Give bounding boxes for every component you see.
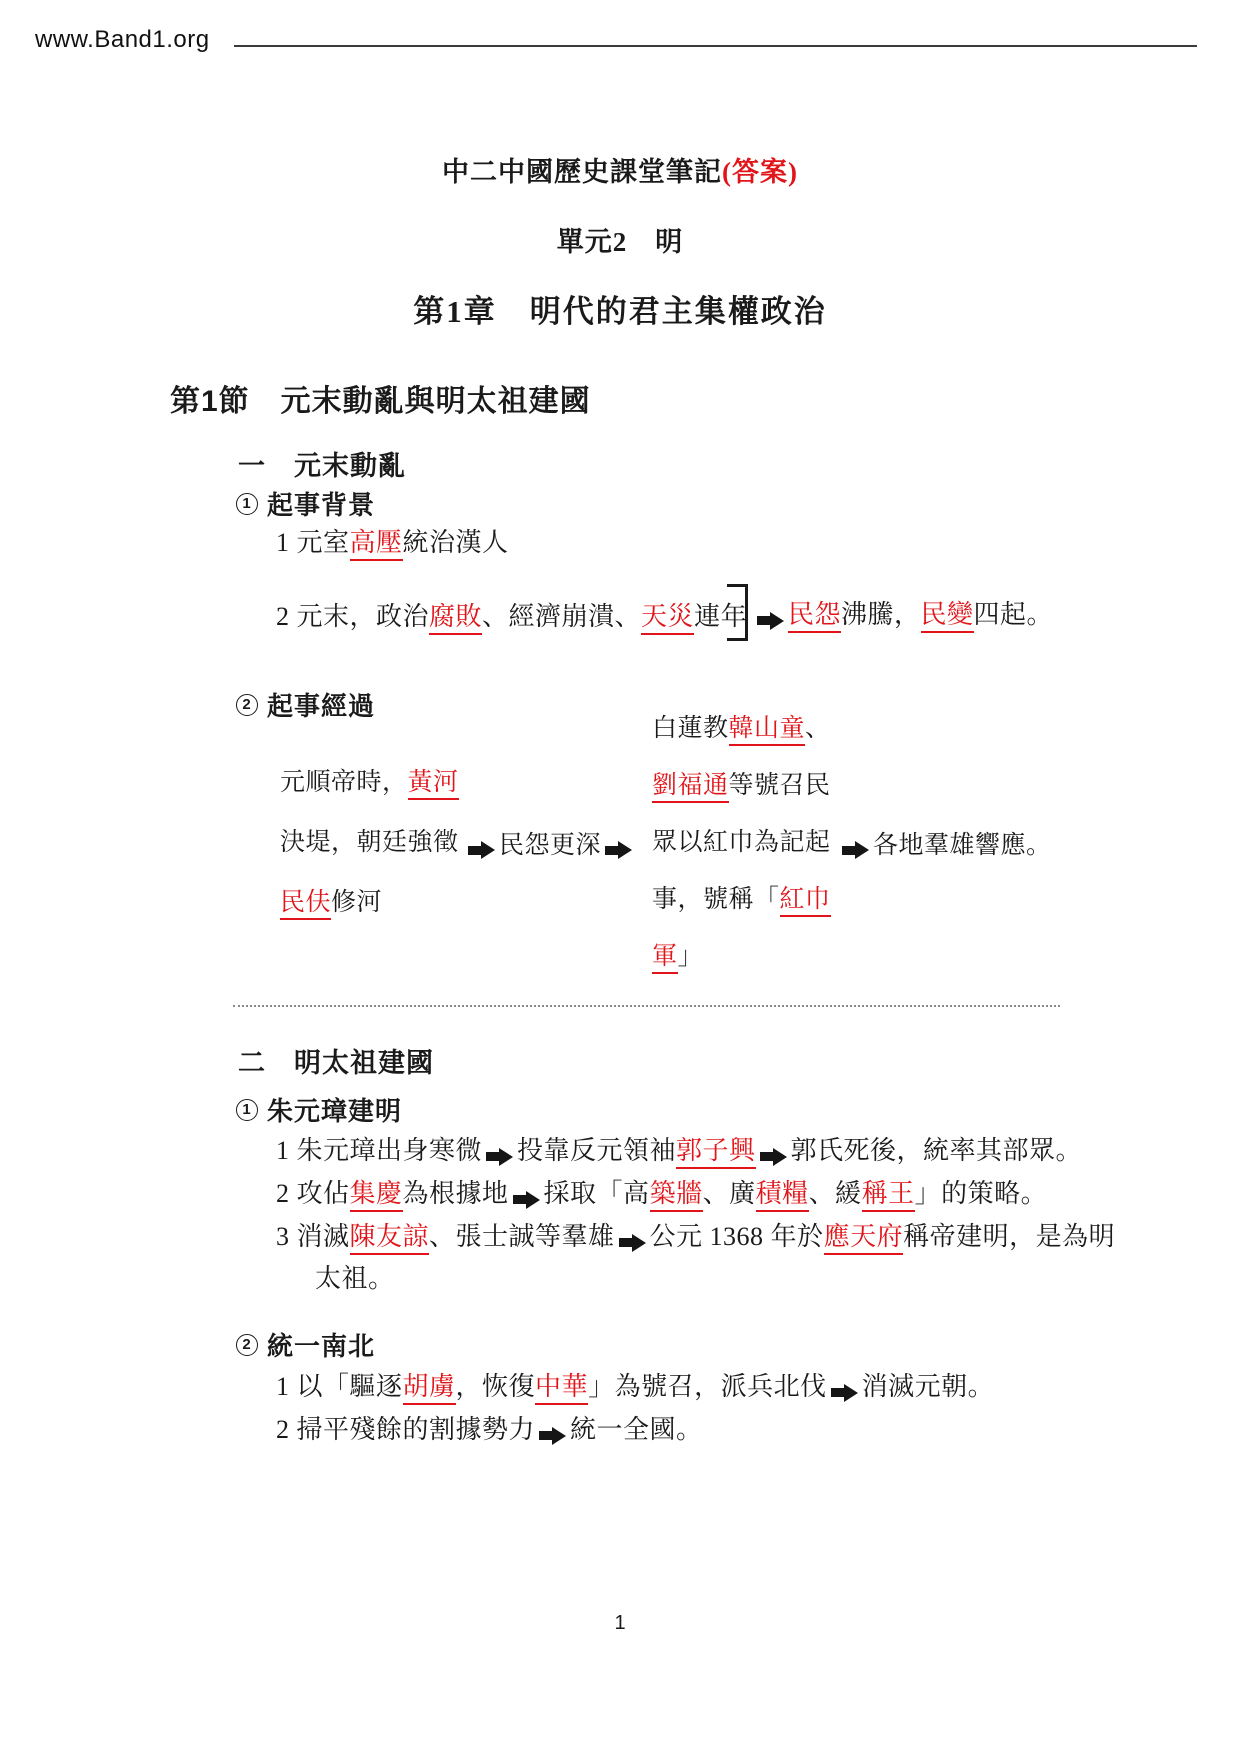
background-item-2: 2 元末，政治腐敗、經濟崩潰、天災連年 [276,596,747,633]
flow-left-line: 元順帝時，黃河 [280,753,464,813]
course-heading-label: 起事經過 [267,691,376,721]
header-rule [234,45,1197,47]
flow-left-line: 民伕修河 [280,873,464,933]
unit-title: 單元2 明 [556,227,684,257]
founding-item-2: 2 攻佔集慶為根據地 採取「高築牆、廣積糧、緩稱王」的策略。 [276,1173,1047,1210]
unify-item-1: 1 以「驅逐胡虜，恢復中華」為號召，派兵北伐 消滅元朝。 [276,1366,994,1403]
unify-item-2: 2 掃平殘餘的割據勢力 統一全國。 [276,1415,703,1444]
page-number: 1 [614,1612,626,1634]
circled-number-icon: 1 [236,1099,258,1121]
arrow-right-icon [468,841,495,859]
flow-right-line: 眾以紅巾為記起 [652,829,831,856]
flow-result-label: 各地羣雄響應。 [838,825,1052,861]
part2-heading: 二 明太祖建國 [238,1048,434,1078]
founding-heading-label: 朱元璋建明 [267,1096,403,1126]
founding-heading [236,1091,402,1128]
arrow-right-icon [619,1234,646,1252]
chapter-title: 第1章 明代的君主集權政治 [413,294,827,329]
main-title: 中二中國歷史課堂筆記(答案) [442,157,798,187]
background-heading-label: 起事背景 [267,490,376,520]
part1-heading: 一 元末動亂 [238,451,406,481]
arrow-right-icon [757,612,784,630]
arrow-right-icon [513,1191,540,1209]
flow-left-box [280,753,464,933]
section-title: 第1節 元末動亂與明太祖建國 [170,385,591,418]
flow-chart [280,700,1052,985]
arrow-right-icon [486,1148,513,1166]
circled-number-icon: 2 [236,694,258,716]
flow-right-line: 事，號稱「紅巾 [652,871,838,928]
flow-right-line: 軍」 [652,928,838,985]
unify-heading-label: 統一南北 [267,1331,376,1361]
unify-heading [236,1326,375,1363]
flow-mid-label: 民怨更深 [464,825,636,861]
flow-right-box [652,700,838,985]
arrow-right-icon [605,841,632,859]
dashed-divider [233,1005,1060,1007]
arrow-right-icon [831,1384,858,1402]
background-item-1: 1 元室高壓統治漢人 [276,522,509,559]
arrow-right-icon [842,841,869,859]
grouping-bracket [727,584,748,641]
founding-item-1: 1 朱元璋出身寒微 投靠反元領袖郭子興 郭氏死後，統率其部眾。 [276,1130,1082,1167]
founding-item-3: 3 消滅陳友諒、張士誠等羣雄 公元 1368 年於應天府稱帝建明，是為明 [276,1216,1115,1253]
flow-left-line: 決堤，朝廷強徵 [280,828,459,856]
founding-item-3-continuation: 太祖。 [315,1264,395,1293]
circled-number-icon: 2 [236,1334,258,1356]
site-url-text: www.Band1.org [35,26,210,53]
arrow-right-icon [760,1148,787,1166]
flow-right-line: 白蓮教韓山童、 [652,700,838,757]
background-conclusion: 民怨沸騰，民變四起。 [753,594,1053,631]
arrow-right-icon [539,1427,566,1445]
page-header [35,26,1197,54]
circled-number-icon: 1 [236,493,258,515]
background-heading [236,485,375,522]
flow-right-line: 劉福通等號召民 [652,757,838,814]
